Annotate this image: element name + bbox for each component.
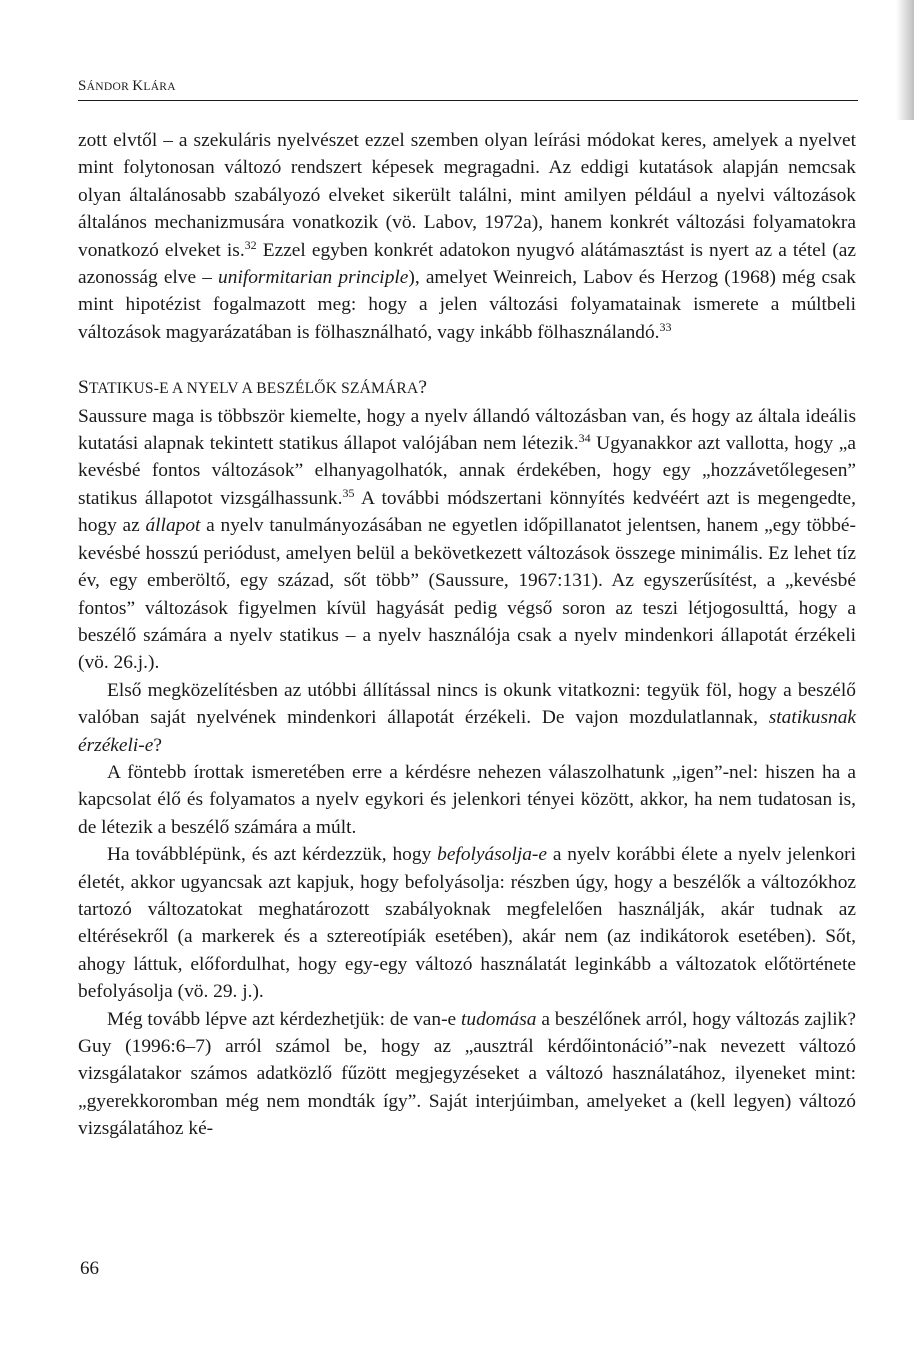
paragraph-4 bbox=[78, 759, 856, 841]
paragraph-3 bbox=[78, 677, 856, 759]
para2-italic-allapot: állapot bbox=[145, 515, 201, 537]
footnote-ref-34[interactable]: 34 bbox=[578, 431, 591, 446]
para5-text-2: a nyelv korábbi élete a nyelv jelenkori életét, akkor ugyancsak azt kapjuk, hogy befolyásolja: részben úgy, hogy a beszélők a változókhoz tartozó változatokat meghatározott szabályoknak megfelelően használják, akár tudnak az eltérésekről (a markerek és a sztereotípiák esetében), akár nem (az indikátorok esetében). Sőt, ahogy láttuk, előfordulhat, hogy egy-egy változó használatát leginkább a változatok előtörténete befolyásolja (vö. 29. j.). bbox=[78, 844, 857, 1003]
para2-text-1: Saussure maga is többször kiemelte, hogy a nyelv állandó változásban van, és hogy az általa ideális kutatási alapnak tekintett statikus állapot valójában nem létezik. bbox=[78, 405, 856, 455]
footnote-ref-32[interactable]: 32 bbox=[244, 237, 257, 252]
para1-text-3: ), amelyet Weinreich, Labov és Herzog (1968) még csak mint hipotézist fogalmazott meg: hogy a jelen változási folyamatainak ismerete a múltbeli változások magyarázatában is fölhasználható, vagy inkább fölhasználandó. bbox=[78, 267, 857, 343]
para1-text-1: zott elvtől – a szekuláris nyelvészet ezzel szemben olyan leírási módokat keres, amelyek a nyelvet mint folytonosan változó rendszert képesek megragadni. Az eddigi kutatások alapján nemcsak olyan általánosabb szabályozó elveket sikerült találni, mint amilyen például a nyelvi változások általános mechanizmusára vonatkozik (vö. Labov, 1972a), hanem konkrét változási folyamatokra vonatkozó elveket is. bbox=[78, 130, 856, 261]
para2-text-4: a nyelv tanulmányozásában ne egyetlen időpillanatot jelentsen, hanem „egy többé-kevésbé hosszú periódust, amelyen belül a bekövetkezett változások összege minimális. Ez lehet tíz év, egy emberöltő, egy század, sőt több” (Saussure, 1967:131). Az egyszerűsítést, a „kevésbé fontos” változások figyelmen kívül hagyását pedig végső soron az teszi létjogosulttá, hogy a beszélő számára a nyelv statikus – a nyelv használója csak a nyelv mindenkori állapotát érzékeli (vö. 26.j.). bbox=[78, 515, 856, 674]
page-number: 66 bbox=[80, 1258, 99, 1279]
author-initial-k: K bbox=[132, 78, 144, 94]
heading-part-2: TATIKUS bbox=[88, 380, 154, 398]
para5-text-1: Ha továbblépünk, és azt kérdezzük, hogy bbox=[107, 844, 438, 866]
para2-text-3: A további módszertani könnyítés kedvéért azt is megengedte, hogy az bbox=[78, 487, 856, 537]
heading-part-5: BESZÉLŐK SZÁMÁRA bbox=[256, 380, 419, 398]
footnote-ref-35[interactable]: 35 bbox=[342, 485, 355, 500]
page-edge-shadow bbox=[896, 0, 914, 120]
footnote-ref-33[interactable]: 33 bbox=[659, 319, 672, 334]
para3-text-2: ? bbox=[153, 734, 162, 756]
para4-text-1: A föntebb írottak ismeretében erre a kérdésre nehezen válaszolhatunk „igen”-nel: hiszen ha a kapcsolat élő és folyamatos a nyelv egykori és jelenkori tényei között, akkor, ha nem tudatosan is, de létezik a beszélő számára a múlt. bbox=[78, 761, 856, 838]
author-given-rest: LÁRA bbox=[143, 81, 176, 93]
heading-part-1: S bbox=[78, 377, 89, 399]
para6-text-2: a beszélőnek arról, hogy változás zajlik? Guy (1996:6–7) arról számol be, hogy az „ausztrál kérdőintonáció”-nak nevezett változó vizsgálatakor számos adatközlő fűzött megjegyzéseket a változó használatához, ilyeneket mint: „gyerekkoromban még nem mondták így”. Saját interjúimban, amelyeket a (kell legyen) változó vizsgálatához ké- bbox=[78, 1008, 856, 1140]
para3-italic-statikusnak: statikusnak érzékeli-e bbox=[78, 707, 856, 756]
paragraph-6 bbox=[78, 1006, 856, 1143]
running-head-author bbox=[78, 78, 176, 95]
author-initial-s: S bbox=[78, 78, 87, 94]
header-rule bbox=[78, 100, 858, 101]
paragraph-5 bbox=[78, 841, 856, 1005]
heading-part-4: NYELV A bbox=[186, 380, 257, 398]
para6-italic-tudomasa: tudomása bbox=[461, 1008, 537, 1030]
section-heading bbox=[78, 374, 856, 402]
heading-part-6: ? bbox=[418, 377, 428, 399]
para1-italic-uniformitarian: uniformitarian principle bbox=[218, 267, 409, 289]
para6-text-1: Még tovább lépve azt kérdezhetjük: de van-e bbox=[107, 1008, 462, 1030]
para5-italic-befolyasolja: befolyásolja-e bbox=[437, 844, 547, 866]
author-surname-rest: ÁNDOR bbox=[86, 81, 133, 93]
para3-text-1: Első megközelítésben az utóbbi állítással nincs is okunk vitatkozni: tegyük föl, hogy a beszélő valóban saját nyelvének mindenkori állapotát érzékeli. De vajon mozdulatlannak, bbox=[78, 679, 856, 729]
para2-text-2: Ugyanakkor azt vallotta, hogy „a kevésbé fontos változások” elhanyagolhatók, annak érdekében, hogy egy „hozzávetőlegesen” statikus állapotot vizsgálhassunk. bbox=[78, 433, 856, 509]
heading-part-3: -E A bbox=[153, 380, 187, 398]
paragraph-2 bbox=[78, 403, 856, 677]
body-text bbox=[78, 127, 856, 1143]
paragraph-1 bbox=[78, 127, 856, 346]
para1-text-2: Ezzel egyben konkrét adatokon nyugvó alátámasztást is nyert az a tétel (az azonosság elve – bbox=[78, 239, 856, 289]
